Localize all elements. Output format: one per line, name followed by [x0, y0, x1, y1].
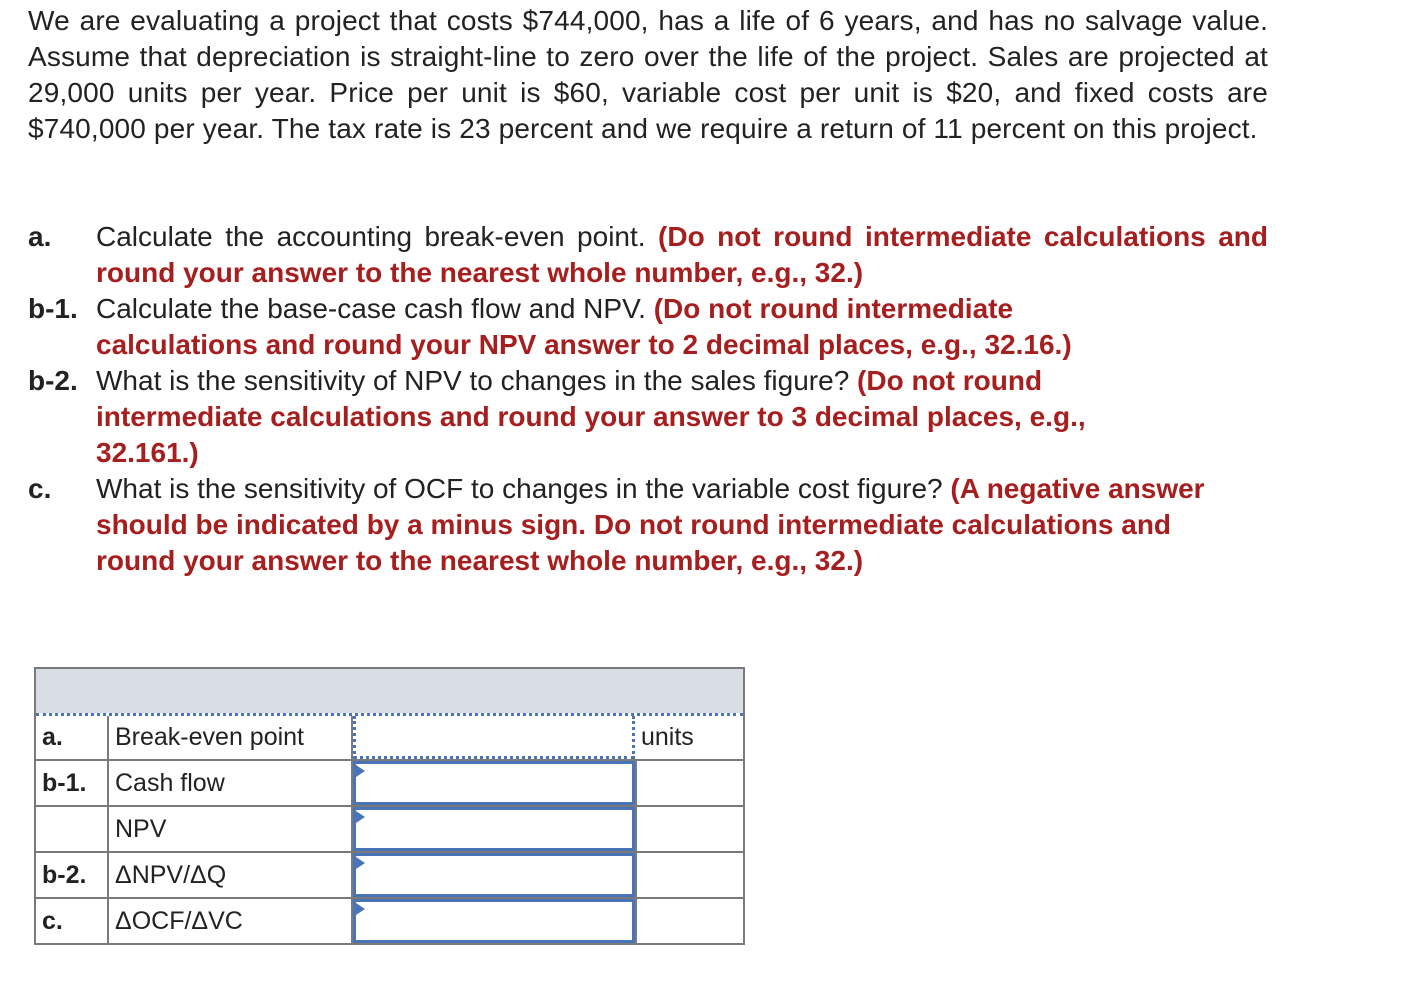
answer-cell: [353, 853, 635, 897]
question-instruction: (Do not round intermediate calculations and round your answer to the nearest whole number, e.g., 32.): [96, 221, 1269, 288]
question-instruction: (A negative answer should be indicated by a minus sign. Do not round intermediate calculations and round your answer to the nearest whole number, e.g., 32.): [96, 473, 1205, 576]
table-header: [36, 669, 743, 713]
question-body: [96, 219, 1268, 291]
ocf-sensitivity-input[interactable]: [353, 899, 635, 943]
unit-label: [635, 853, 743, 897]
question-text: Calculate the accounting break-even point.: [96, 221, 646, 252]
row-description: Cash flow: [109, 761, 353, 805]
question-text: What is the sensitivity of NPV to changes in the sales figure?: [96, 365, 850, 396]
break-even-input[interactable]: [356, 716, 632, 756]
question-b1: [28, 291, 1268, 363]
answer-cell: [353, 716, 635, 759]
row-label: [36, 807, 109, 851]
npv-sensitivity-input[interactable]: [353, 853, 635, 897]
table-row-npv-sensitivity: [36, 851, 743, 897]
row-description: ΔOCF/ΔVC: [109, 899, 353, 943]
answer-cell: [353, 899, 635, 943]
row-label: b-2.: [36, 853, 109, 897]
question-a: [28, 219, 1268, 291]
row-description: NPV: [109, 807, 353, 851]
question-label: c.: [28, 473, 52, 504]
table-row-break-even: [36, 713, 743, 759]
cash-flow-input[interactable]: [353, 761, 635, 805]
table-row-cash-flow: [36, 759, 743, 805]
question-body: [96, 363, 1268, 471]
unit-label: [635, 761, 743, 805]
question-instruction: (Do not round intermediate calculations and round your answer to 3 decimal places, e.g., 32.161.): [96, 365, 1086, 468]
row-label: c.: [36, 899, 109, 943]
unit-label: [635, 807, 743, 851]
question-label: b-2.: [28, 365, 78, 396]
question-text: What is the sensitivity of OCF to changes in the variable cost figure?: [96, 473, 943, 504]
question-b2: [28, 363, 1268, 471]
npv-input[interactable]: [353, 807, 635, 851]
row-label: a.: [36, 716, 109, 759]
question-label: b-1.: [28, 293, 78, 324]
question-body: [96, 471, 1268, 579]
row-label: b-1.: [36, 761, 109, 805]
question-c: [28, 471, 1268, 579]
row-description: ΔNPV/ΔQ: [109, 853, 353, 897]
question-body: [96, 291, 1268, 363]
answer-cell: [353, 807, 635, 851]
question-text: Calculate the base-case cash flow and NPV.: [96, 293, 646, 324]
input-marker-triangle-icon: [356, 765, 365, 777]
input-marker-triangle-icon: [356, 903, 365, 915]
unit-label: [635, 899, 743, 943]
table-row-npv: [36, 805, 743, 851]
question-instruction: (Do not round intermediate calculations and round your NPV answer to 2 decimal places, e.g., 32.16.): [96, 293, 1072, 360]
table-row-ocf-sensitivity: [36, 897, 743, 943]
question-list: [28, 219, 1268, 579]
answer-cell: [353, 761, 635, 805]
problem-statement: We are evaluating a project that costs $744,000, has a life of 6 years, and has no salvage value. Assume that depreciation is straight-line to zero over the life of the project. Sales are projected at 29,000 units per year. Price per unit is $60, variable cost per unit is $20, and fixed costs are $740,000 per year. The tax rate is 23 percent and we require a return of 11 percent on this project.: [28, 5, 1268, 144]
row-description: Break-even point: [109, 716, 353, 759]
answer-table: [34, 667, 745, 945]
input-marker-triangle-icon: [356, 857, 365, 869]
input-marker-triangle-icon: [356, 811, 365, 823]
unit-label: units: [641, 723, 694, 751]
question-label: a.: [28, 221, 52, 252]
